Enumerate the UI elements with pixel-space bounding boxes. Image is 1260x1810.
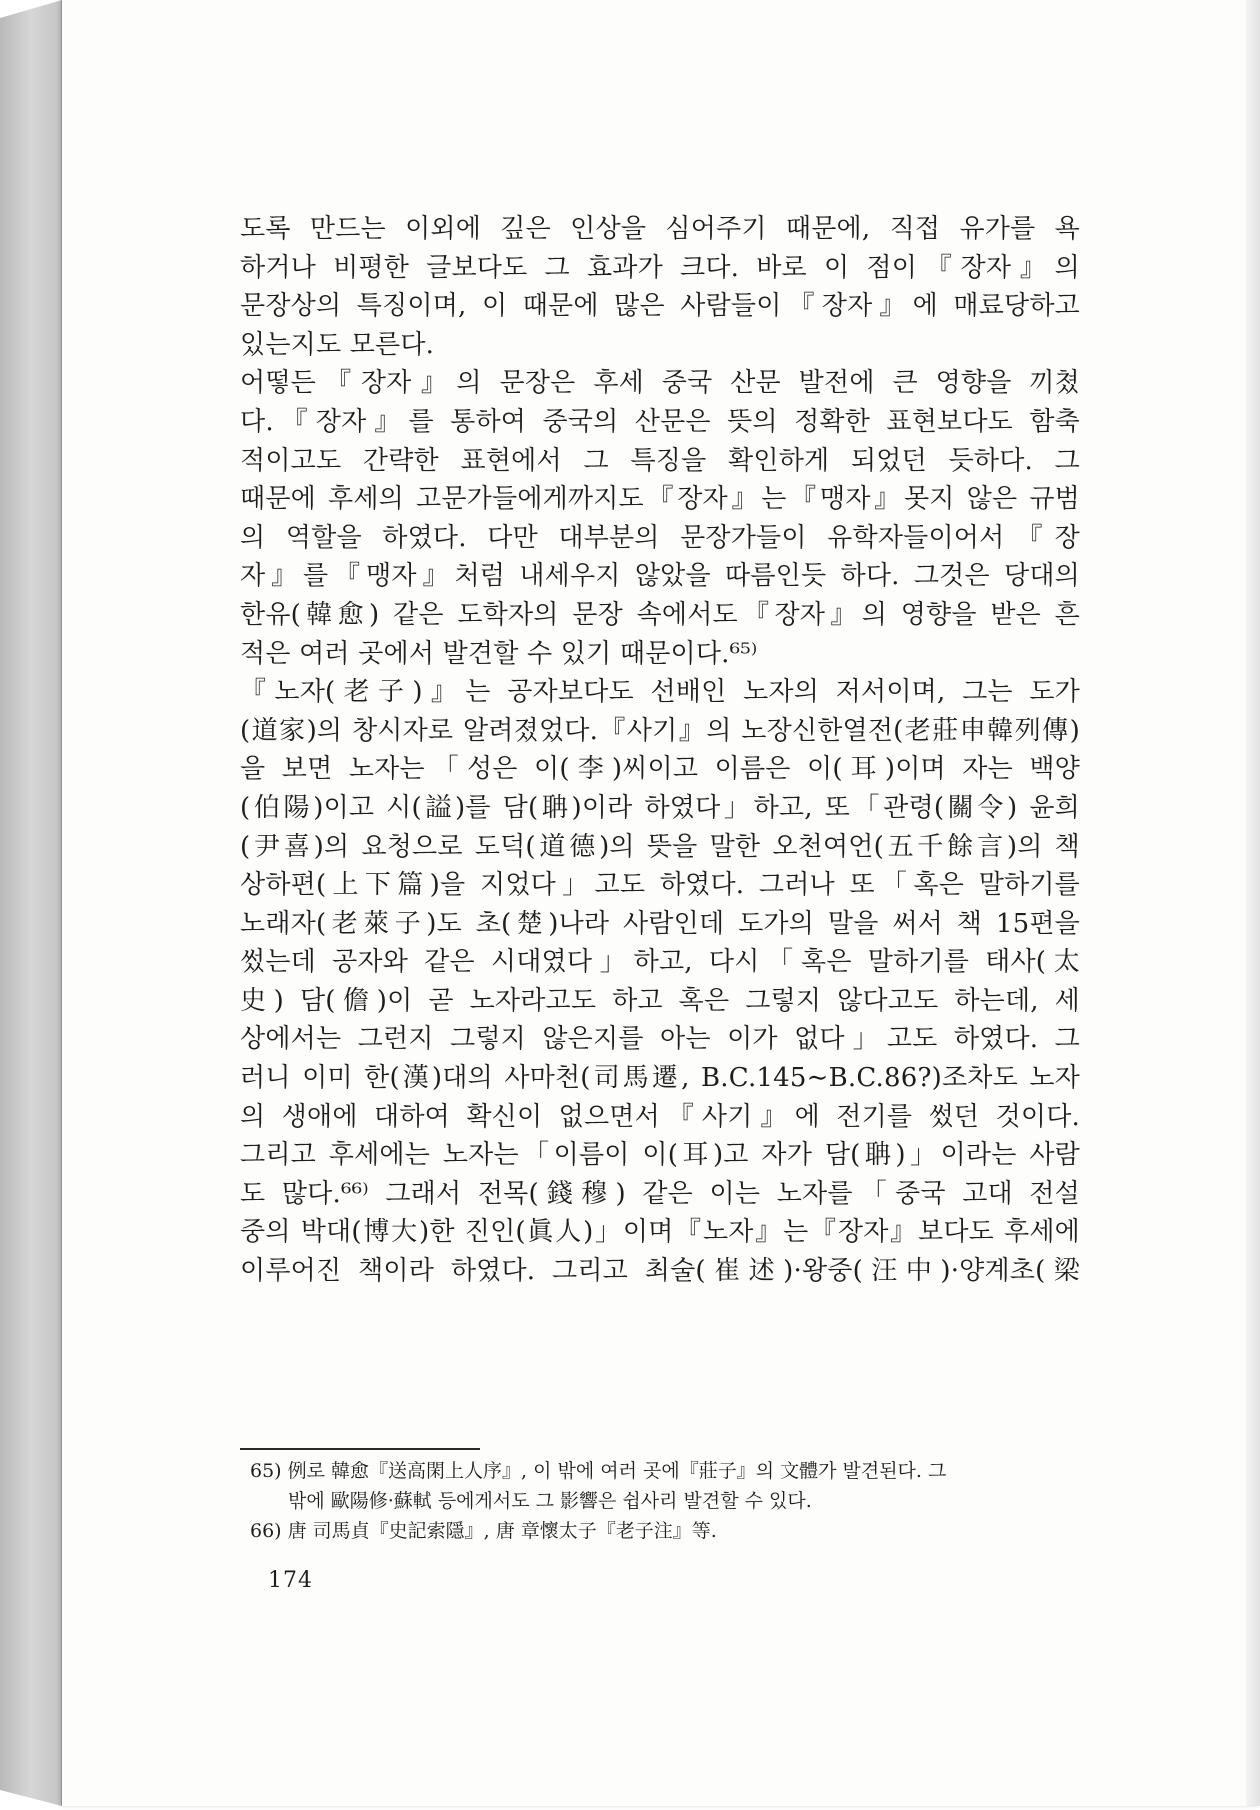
footnotes (250, 1456, 1080, 1546)
body-line-19: 노래자(老萊子)도 초(楚)나라 사람인데 도가의 말을 써서 책 15편을 (240, 908, 1080, 939)
footnote-divider (240, 1448, 480, 1450)
body-line-20: 썼는데 공자와 같은 시대였다」하고, 다시「혹은 말하기를 태사(太 (240, 947, 1080, 978)
body-line-1: 도록 만드는 이외에 깊은 인상을 심어주기 때문에, 직접 유가를 욕 (240, 214, 1080, 244)
body-line-9: 의 역할을 하였다. 다만 대부분의 문장가들이 유학자들이어서『장 (240, 522, 1080, 553)
book-spine-edge (0, 0, 70, 1806)
body-line-5: 어떻든『장자』의 문장은 후세 중국 산문 발전에 큰 영향을 끼쳤 (240, 368, 1080, 399)
body-line-3: 문장상의 특징이며, 이 때문에 많은 사람들이『장자』에 매료당하고 (240, 291, 1080, 322)
book-edge-graphic (0, 0, 70, 1806)
footnote-66-line-1: 66) 唐 司馬貞『史記索隱』, 唐 章懷太子『老子注』等. (250, 1520, 717, 1542)
body-line-14: (道家)의 창시자로 알려졌었다.『사기』의 노장신한열전(老莊申韓列傳) (240, 715, 1080, 746)
body-line-18: 상하편(上下篇)을 지었다」고도 하였다. 그러나 또「혹은 말하기를 (240, 870, 1080, 901)
body-line-7: 적이고도 간략한 표현에서 그 특징을 확인하게 되었던 듯하다. 그 (240, 445, 1080, 476)
body-line-26: 도 많다.⁶⁶⁾ 그래서 전목(錢穆) 같은 이는 노자를「중국 고대 전설 (240, 1178, 1080, 1209)
main-body-text (240, 210, 1080, 1291)
body-line-12: 적은 여러 곳에서 발견할 수 있기 때문이다.⁶⁵⁾ (240, 638, 758, 669)
body-line-6: 다.『장자』를 통하여 중국의 산문은 뜻의 정확한 표현보다도 함축 (240, 406, 1080, 437)
body-line-8: 때문에 후세의 고문가들에게까지도『장자』는『맹자』못지 않은 규범 (240, 484, 1080, 515)
footnote-65-line-2: 밖에 歐陽修·蘇軾 등에게서도 그 影響은 쉽사리 발견할 수 있다. (288, 1490, 812, 1512)
body-line-13: 『노자(老子)』는 공자보다도 선배인 노자의 저서이며, 그는 도가 (240, 677, 1080, 708)
body-line-15: 을 보면 노자는「성은 이(李)씨이고 이름은 이(耳)이며 자는 백양 (240, 754, 1080, 785)
body-line-17: (尹喜)의 요청으로 도덕(道德)의 뜻을 말한 오천여언(五千餘言)의 책 (240, 831, 1080, 862)
body-line-11: 한유(韓愈) 같은 도학자의 문장 속에서도『장자』의 영향을 받은 흔 (240, 599, 1080, 630)
body-line-22: 상에서는 그런지 그렇지 않은지를 아는 이가 없다」고도 하였다. 그 (240, 1024, 1080, 1055)
body-line-27: 중의 박대(博大)한 진인(眞人)」이며『노자』는『장자』보다도 후세에 (240, 1217, 1080, 1248)
page-right-edge (1246, 0, 1260, 1806)
body-line-16: (伯陽)이고 시(謚)를 담(聃)이라 하였다」하고, 또「관령(關令) 윤희 (240, 792, 1080, 823)
body-line-4: 있는지도 모른다. (240, 329, 435, 360)
body-line-10: 자』를『맹자』처럼 내세우지 않았을 따름인듯 하다. 그것은 당대의 (240, 561, 1080, 592)
footnote-65-line-1: 65) 例로 韓愈『送高閑上人序』, 이 밖에 여러 곳에『莊子』의 文體가 발견된다. 그 (250, 1460, 947, 1482)
body-line-24: 의 생애에 대하여 확신이 없으면서『사기』에 전기를 썼던 것이다. (240, 1101, 1080, 1132)
body-line-21: 史) 담(儋)이 곧 노자라고도 하고 혹은 그렇지 않다고도 하는데, 세 (240, 985, 1080, 1016)
body-line-28: 이루어진 책이라 하였다. 그리고 최술(崔述)·왕중(汪中)·양계초(梁 (240, 1256, 1080, 1287)
body-line-2: 하거나 비평한 글보다도 그 효과가 크다. 바로 이 점이『장자』의 (240, 252, 1080, 283)
page-number: 174 (268, 1568, 313, 1593)
body-line-23: 러니 이미 한(漢)대의 사마천(司馬遷, B.C.145∼B.C.86?)조차도 노자 (240, 1063, 1080, 1094)
body-line-25: 그리고 후세에는 노자는「이름이 이(耳)고 자가 담(聃)」이라는 사람 (240, 1140, 1080, 1171)
